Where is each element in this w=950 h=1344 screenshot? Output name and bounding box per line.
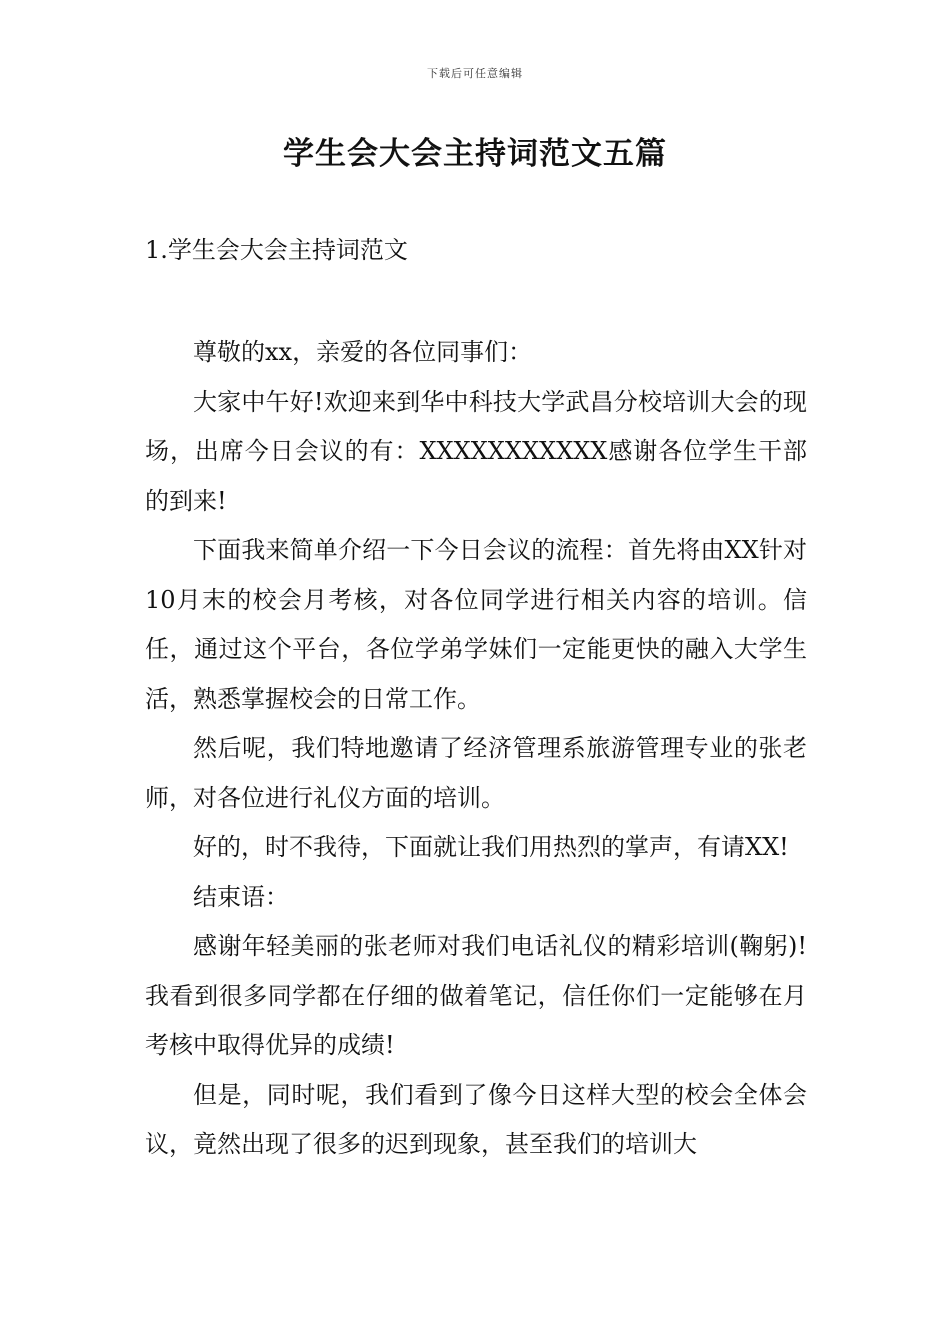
- paragraph-lateness: 但是，同时呢，我们看到了像今日这样大型的校会全体会议，竟然出现了很多的迟到现象，甚至我们的培训大: [145, 1080, 807, 1158]
- header-note: 下载后可任意编辑: [427, 67, 523, 80]
- paragraph-thanks: 感谢年轻美丽的张老师对我们电话礼仪的精彩培训(鞠躬)!我看到很多同学都在仔细的做着笔记，信任你们一定能够在月考核中取得优异的成绩!: [145, 932, 807, 1059]
- paragraph-salutation: 尊敬的xx，亲爱的各位同事们：: [193, 338, 533, 366]
- paragraph-welcome: 大家中午好!欢迎来到华中科技大学武昌分校培训大会的现场，出席今日会议的有：XXXXXXXXXXX感谢各位学生干部的到来!: [145, 387, 807, 515]
- paragraph-invitation: 好的，时不我待，下面就让我们用热烈的掌声，有请XX!: [193, 833, 789, 861]
- document-title: 学生会大会主持词范文五篇: [283, 136, 667, 172]
- paragraph-closing-label: 结束语：: [193, 882, 289, 911]
- paragraph-agenda: 下面我来简单介绍一下今日会议的流程：首先将由XX针对10月末的校会月考核，对各位同学进行相关内容的培训。信任，通过这个平台，各位学弟学妹们一定能更快的融入大学生活，熟悉掌握校会的日常工作。: [145, 536, 807, 713]
- document-body: [145, 328, 807, 1170]
- paragraph-etiquette-training: 然后呢，我们特地邀请了经济管理系旅游管理专业的张老师，对各位进行礼仪方面的培训。: [145, 734, 807, 812]
- section-heading: 1.学生会大会主持词范文: [145, 236, 408, 264]
